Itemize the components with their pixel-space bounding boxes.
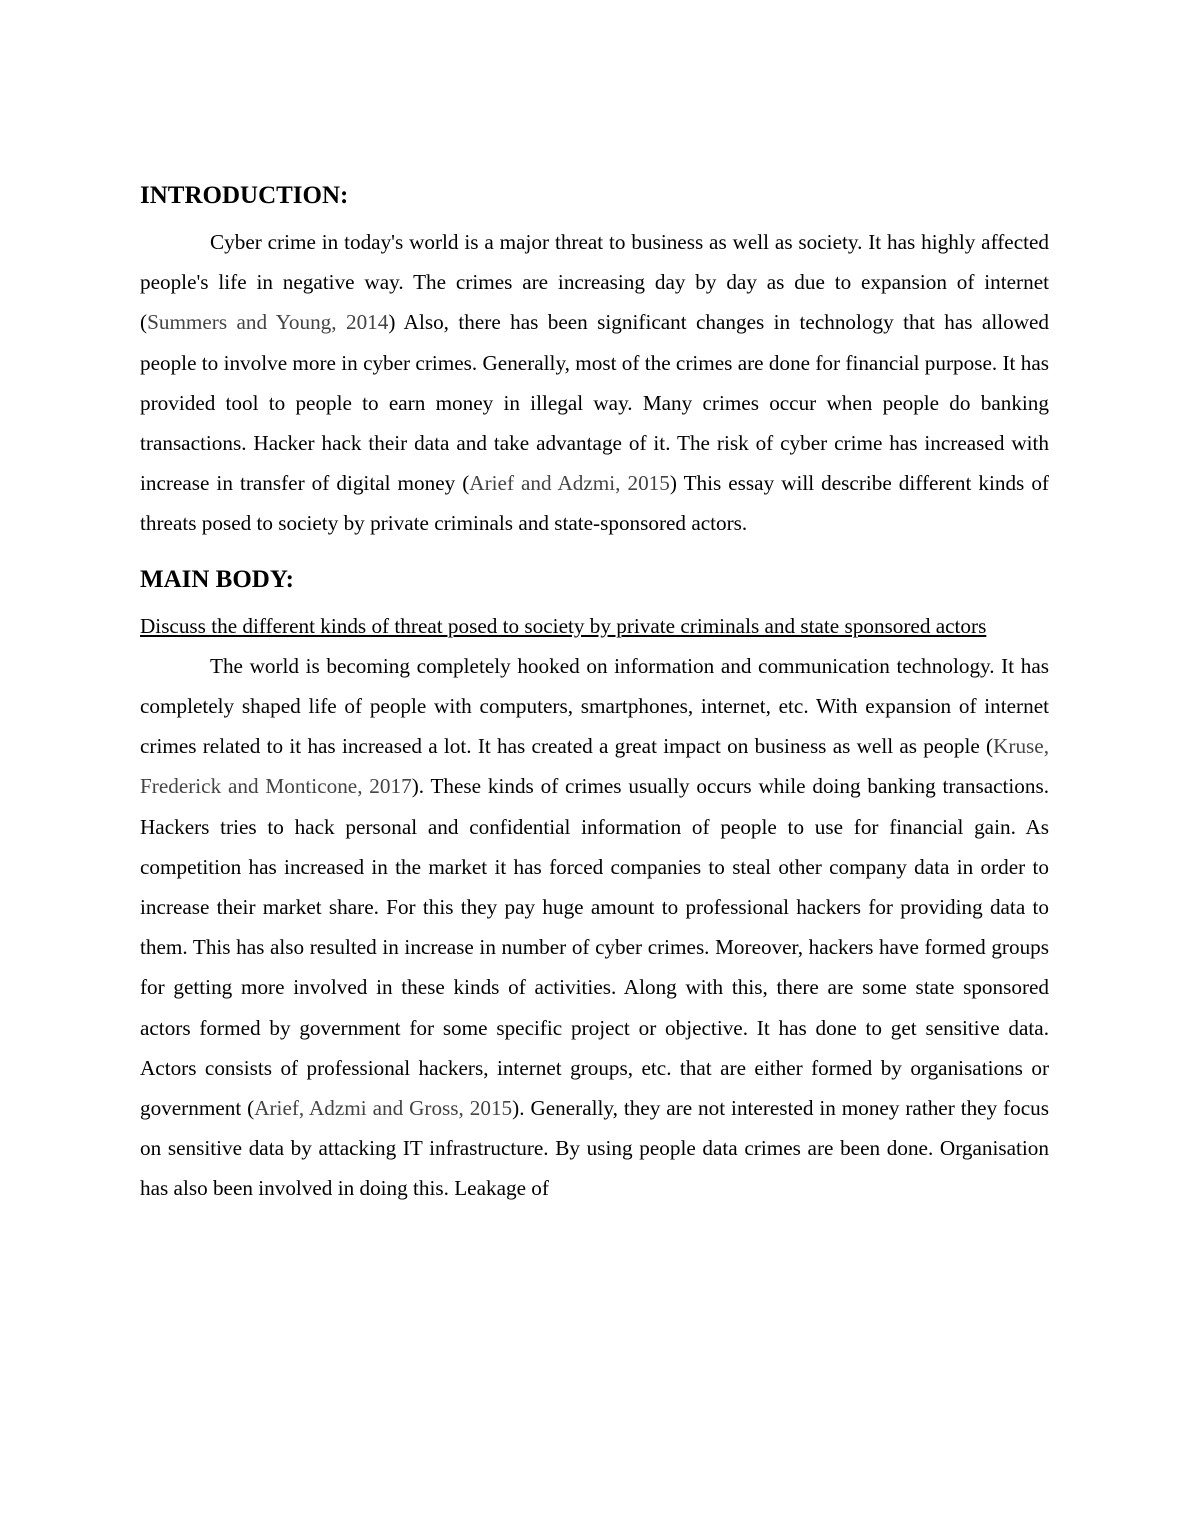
citation-arief-adzmi-gross: Arief, Adzmi and Gross, 2015: [254, 1096, 513, 1121]
introduction-paragraph: [140, 222, 1049, 544]
main-text-2: ). These kinds of crimes usually occurs while doing banking transactions. Hackers tries to hack personal and confidential information of people to use for financial gain. As competition has increased in the market it has forced companies to steal other company data in order to increase their market share. For this they pay huge amount to professional hackers for providing data to them. This has also resulted in increase in number of cyber crimes. Moreover, hackers have formed groups for getting more involved in these kinds of activities. Along with this, there are some state sponsored actors formed by government for some specific project or objective. It has done to get sensitive data. Actors consists of professional hackers, internet groups, etc. that are either formed by organisations or government (: [140, 774, 1049, 1121]
citation-arief-adzmi: Arief and Adzmi, 2015: [469, 471, 670, 496]
citation-kruse-frederick-monticone: Kruse, Frederick and Monticone, 2017: [140, 734, 1049, 799]
introduction-heading: INTRODUCTION:: [140, 182, 349, 209]
main-text-3: ). Generally, they are not interested in money rather they focus on sensitive data by attacking IT infrastructure. By using people data crimes are been done. Organisation has also been involved in doing this. Leakage of: [140, 1096, 1050, 1201]
main-body-paragraph: [140, 646, 1049, 1209]
main-text-1: The world is becoming completely hooked on information and communication technology. It has completely shaped life of people with computers, smartphones, internet, etc. With expansion of internet crimes related to it has increased a lot. It has created a great impact on business as well as people (: [140, 653, 1049, 759]
citation-summers-young: Summers and Young, 2014: [147, 310, 389, 335]
intro-text-2: ) Also, there has been significant changes in technology that has allowed people to involve more in cyber crimes. Generally, most of the crimes are done for financial purpose. It has provided tool to people to earn money in illegal way. Many crimes occur when people do banking transactions. Hacker hack their data and take advantage of it. The risk of cyber crime has increased with increase in transfer of digital money (: [140, 310, 1049, 496]
intro-text-3: ) This essay will describe different kinds of threats posed to society by private criminals and state-sponsored actors.: [140, 471, 1049, 536]
section-subheading: Discuss the different kinds of threat posed to society by private criminals and state sponsored actors: [140, 613, 987, 638]
intro-text-1: Cyber crime in today's world is a major threat to business as well as society. It has highly affected people's life in negative way. The crimes are increasing day by day as due to expansion of internet (: [140, 230, 1049, 335]
document-page: [140, 178, 1049, 1209]
main-body-heading: MAIN BODY:: [140, 565, 294, 593]
